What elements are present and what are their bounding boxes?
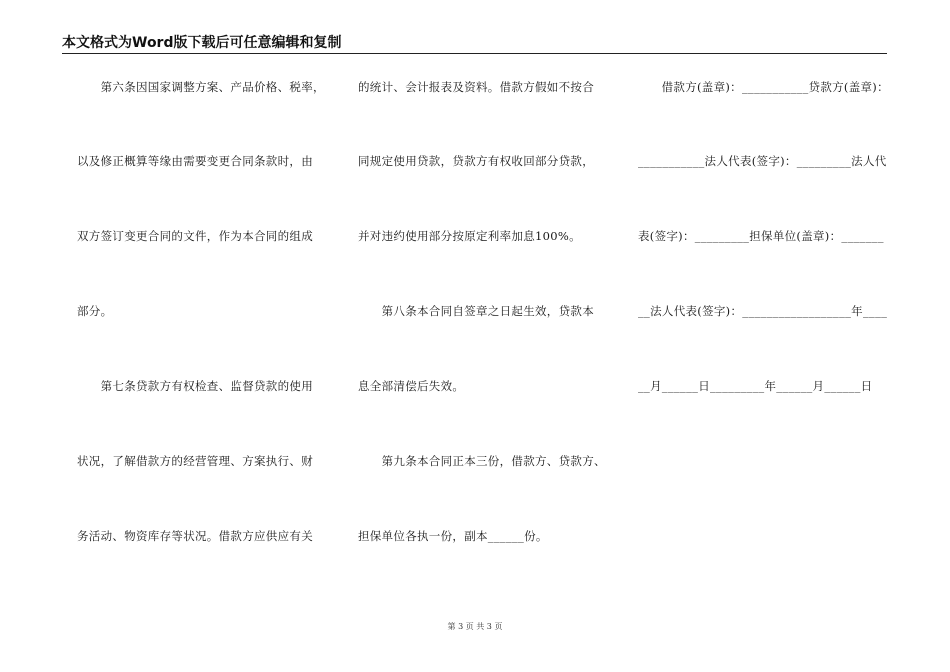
text-line: 第九条本合同正本三份，借款方、贷款方、 <box>358 454 606 468</box>
signature-line: 表(签字)：_________担保单位(盖章)：_______ <box>638 229 884 243</box>
signature-line: 借款方(盖章)：___________贷款方(盖章)： <box>638 80 889 94</box>
text-line: 部分。 <box>77 304 113 318</box>
text-line: 双方签订变更合同的文件，作为本合同的组成 <box>77 229 313 243</box>
text-line: 状况，了解借款方的经营管理、方案执行、财 <box>77 454 313 468</box>
signature-line: ___________法人代表(签字)：_________法人代 <box>638 154 887 168</box>
text-line: 以及修正概算等缘由需要变更合同条款时，由 <box>77 154 313 168</box>
signature-line: __法人代表(签字)：__________________年____ <box>638 304 888 318</box>
text-line: 第八条本合同自签章之日起生效，贷款本 <box>358 304 594 318</box>
text-line: 息全部清偿后失效。 <box>358 379 465 393</box>
text-line: 第七条贷款方有权检查、监督贷款的使用 <box>77 379 313 393</box>
text-line: 同规定使用贷款，贷款方有权收回部分贷款， <box>358 154 594 168</box>
page-header <box>62 34 887 54</box>
page-number: 第 3 页 共 3 页 <box>447 622 503 631</box>
text-line: 并对违约使用部分按原定利率加息100%。 <box>358 229 581 243</box>
text-line: 担保单位各执一份，副本______份。 <box>358 529 548 543</box>
text-line: 务活动、物资库存等状况。借款方应供应有关 <box>77 529 313 543</box>
document-title: 本文格式为Word版下载后可任意编辑和复制 <box>62 35 342 51</box>
signature-line: __月______日_________年______月______日 <box>638 379 873 393</box>
text-line: 第六条因国家调整方案、产品价格、税率， <box>77 80 325 94</box>
text-line: 的统计、会计报表及资料。借款方假如不按合 <box>358 80 594 94</box>
